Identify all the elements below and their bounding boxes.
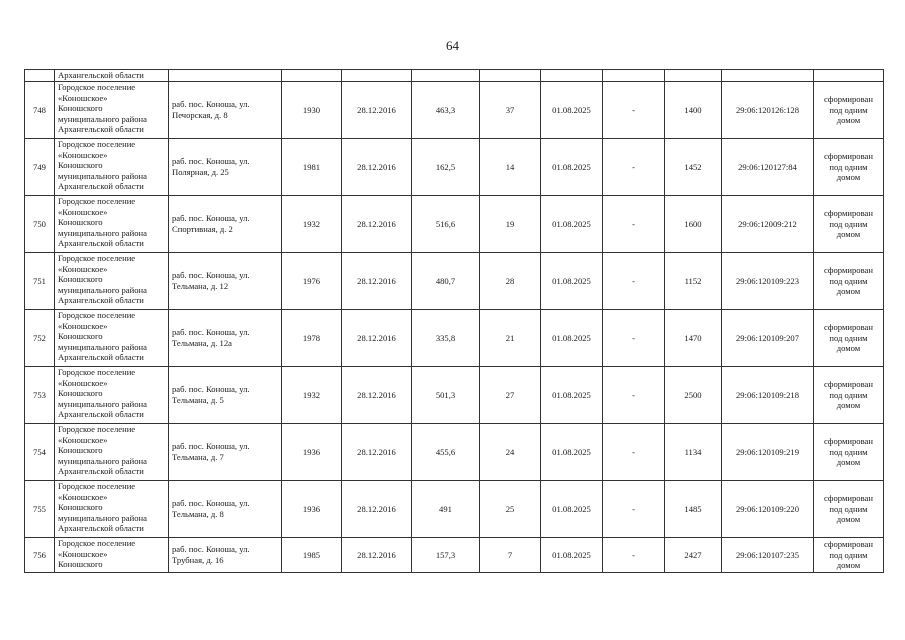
cell-settlement-line: муниципального района (58, 284, 147, 295)
table-row (25, 196, 884, 253)
cell-settlement (55, 253, 169, 310)
cell-status-line: домом (836, 286, 861, 297)
cell-status (814, 310, 884, 367)
cell-status-line: домом (836, 514, 861, 525)
cell-address-line: Тельмана, д. 12а (172, 338, 232, 348)
cell-date: 28.12.2016 (342, 196, 412, 253)
cell-land-area: 1470 (665, 310, 722, 367)
cell-land-area: 2427 (665, 538, 722, 573)
cell-settlement-line: Архангельской области (58, 352, 144, 363)
cell-settlement-line: Архангельской области (58, 466, 144, 477)
cell-status-line: сформирован (824, 94, 873, 105)
cell-number: 753 (25, 367, 55, 424)
cell-settlement-line: «Коношское» (58, 434, 108, 445)
page-number: 64 (446, 38, 459, 53)
cell-address-line: раб. пос. Коноша, ул. (172, 498, 250, 509)
cell-address (169, 538, 282, 573)
cell-cadastral: 29:06:120109:219 (722, 424, 814, 481)
cell-area: 463,3 (412, 82, 480, 139)
cell-date: 28.12.2016 (342, 253, 412, 310)
cell-settlement-line: муниципального района (58, 227, 147, 238)
cell-address (169, 424, 282, 481)
cell-cadastral: 29:06:120109:207 (722, 310, 814, 367)
cell-address-line: Тельмана, д. 8 (172, 509, 224, 519)
cell-land-area: 1134 (665, 424, 722, 481)
cell-number: 748 (25, 82, 55, 139)
cell-area: 480,7 (412, 253, 480, 310)
cell-area: 335,8 (412, 310, 480, 367)
cell-year: 1981 (282, 139, 342, 196)
cell-settlement-line: Коношского (58, 388, 103, 399)
cell-dash: - (603, 310, 665, 367)
cell-status-line: под одним (829, 218, 868, 229)
cell-address-line: раб. пос. Коноша, ул. (172, 99, 250, 110)
table-row (25, 424, 884, 481)
cell-deadline: 01.08.2025 (541, 310, 603, 367)
cell-status (814, 139, 884, 196)
cell-settlement-line: Коношского (58, 331, 103, 342)
cell-address (169, 82, 282, 139)
table-row (25, 538, 884, 573)
cell-year (282, 70, 342, 82)
cell-cadastral: 29:06:120109:220 (722, 481, 814, 538)
cell-area: 162,5 (412, 139, 480, 196)
cell-land-area: 1152 (665, 253, 722, 310)
cell-status-line: домом (836, 172, 861, 183)
cell-deadline: 01.08.2025 (541, 424, 603, 481)
cell-status-line: домом (836, 400, 861, 411)
cell-status-line: сформирован (824, 436, 873, 447)
cell-settlement-line: Городское поселение (58, 196, 136, 206)
cell-deadline: 01.08.2025 (541, 82, 603, 139)
cell-status-line: сформирован (824, 265, 873, 276)
cell-settlement (55, 139, 169, 196)
cell-settlement-line: Городское поселение (58, 424, 136, 434)
cell-address (169, 367, 282, 424)
cell-settlement-line: «Коношское» (58, 92, 108, 103)
cell-address (169, 139, 282, 196)
cell-address (169, 253, 282, 310)
cell-dash: - (603, 481, 665, 538)
cell-settlement-line: Коношского (58, 502, 103, 513)
cell-settlement-line: «Коношское» (58, 206, 108, 217)
cell-settlement-line: Коношского (58, 103, 103, 114)
cell-land-area: 1485 (665, 481, 722, 538)
housing-registry-table (24, 69, 884, 573)
cell-settlement-line: Коношского (58, 160, 103, 171)
cell-settlement-line: муниципального района (58, 455, 147, 466)
cell-settlement: Архангельской области (55, 70, 169, 82)
cell-address-line: Тельмана, д. 12 (172, 281, 229, 291)
cell-dash: - (603, 367, 665, 424)
table-row (25, 253, 884, 310)
cell-settlement-line: Городское поселение (58, 481, 136, 491)
table-row (25, 139, 884, 196)
cell-residents: 25 (480, 481, 541, 538)
cell-date (342, 70, 412, 82)
cell-address-line: Печорская, д. 8 (172, 110, 228, 120)
cell-settlement-line: «Коношское» (58, 149, 108, 160)
cell-settlement-line: Коношского (58, 274, 103, 285)
cell-year: 1985 (282, 538, 342, 573)
cell-number (25, 70, 55, 82)
cell-address-line: раб. пос. Коноша, ул. (172, 213, 250, 224)
cell-area (412, 70, 480, 82)
cell-address-line: Полярная, д. 25 (172, 167, 229, 177)
cell-dash (603, 70, 665, 82)
cell-settlement-line: «Коношское» (58, 320, 108, 331)
cell-deadline: 01.08.2025 (541, 481, 603, 538)
cell-settlement-line: Архангельской области (58, 523, 144, 534)
cell-date: 28.12.2016 (342, 82, 412, 139)
cell-number: 749 (25, 139, 55, 196)
cell-deadline: 01.08.2025 (541, 139, 603, 196)
cell-address (169, 310, 282, 367)
cell-status (814, 538, 884, 573)
cell-status (814, 424, 884, 481)
cell-settlement-line: муниципального района (58, 398, 147, 409)
cell-area: 516,6 (412, 196, 480, 253)
cell-address-line: раб. пос. Коноша, ул. (172, 544, 250, 555)
cell-date: 28.12.2016 (342, 538, 412, 573)
cell-status-line: под одним (829, 332, 868, 343)
cell-dash: - (603, 196, 665, 253)
cell-address-line: раб. пос. Коноша, ул. (172, 270, 250, 281)
cell-date: 28.12.2016 (342, 310, 412, 367)
cell-date: 28.12.2016 (342, 424, 412, 481)
cell-residents: 28 (480, 253, 541, 310)
cell-settlement (55, 424, 169, 481)
cell-deadline: 01.08.2025 (541, 367, 603, 424)
table-row (25, 310, 884, 367)
table-body (25, 70, 884, 573)
cell-year: 1930 (282, 82, 342, 139)
cell-status-line: сформирован (824, 379, 873, 390)
cell-dash: - (603, 538, 665, 573)
cell-cadastral: 29:06:120109:223 (722, 253, 814, 310)
cell-residents: 14 (480, 139, 541, 196)
cell-status-line: под одним (829, 549, 868, 560)
cell-settlement (55, 367, 169, 424)
cell-land-area: 1400 (665, 82, 722, 139)
cell-settlement-line: Архангельской области (58, 124, 144, 135)
cell-dash: - (603, 139, 665, 196)
cell-cadastral: 29:06:120126:128 (722, 82, 814, 139)
cell-address (169, 70, 282, 82)
cell-settlement-line: Архангельской области (58, 181, 144, 192)
cell-land-area (665, 70, 722, 82)
cell-land-area: 1600 (665, 196, 722, 253)
cell-deadline: 01.08.2025 (541, 253, 603, 310)
cell-address-line: раб. пос. Коноша, ул. (172, 441, 250, 452)
table-row (25, 367, 884, 424)
cell-residents (480, 70, 541, 82)
cell-status (814, 82, 884, 139)
cell-cadastral: 29:06:12009:212 (722, 196, 814, 253)
cell-status-line: под одним (829, 446, 868, 457)
cell-settlement-line: Городское поселение (58, 82, 136, 92)
cell-dash: - (603, 82, 665, 139)
cell-settlement (55, 538, 169, 573)
cell-settlement (55, 481, 169, 538)
cell-settlement-line: Архангельской области (58, 295, 144, 306)
cell-settlement-line: Коношского (58, 217, 103, 228)
cell-residents: 21 (480, 310, 541, 367)
cell-settlement-line: «Коношское» (58, 263, 108, 274)
cell-status-line: сформирован (824, 322, 873, 333)
cell-number: 750 (25, 196, 55, 253)
cell-settlement-line: муниципального района (58, 512, 147, 523)
cell-number: 756 (25, 538, 55, 573)
cell-number: 754 (25, 424, 55, 481)
cell-settlement (55, 196, 169, 253)
cell-land-area: 2500 (665, 367, 722, 424)
cell-year: 1936 (282, 424, 342, 481)
cell-area: 455,6 (412, 424, 480, 481)
cell-status (814, 367, 884, 424)
cell-residents: 7 (480, 538, 541, 573)
cell-residents: 19 (480, 196, 541, 253)
cell-year: 1976 (282, 253, 342, 310)
cell-settlement (55, 310, 169, 367)
cell-status-line: под одним (829, 275, 868, 286)
cell-address-line: Трубная, д. 16 (172, 555, 224, 565)
cell-status-line: под одним (829, 503, 868, 514)
cell-residents: 37 (480, 82, 541, 139)
cell-settlement-line: Городское поселение (58, 139, 136, 149)
cell-address-line: раб. пос. Коноша, ул. (172, 384, 250, 395)
cell-deadline: 01.08.2025 (541, 196, 603, 253)
cell-number: 751 (25, 253, 55, 310)
cell-deadline: 01.08.2025 (541, 538, 603, 573)
cell-address-line: раб. пос. Коноша, ул. (172, 156, 250, 167)
cell-dash: - (603, 253, 665, 310)
cell-date: 28.12.2016 (342, 367, 412, 424)
cell-settlement-line: «Коношское» (58, 377, 108, 388)
cell-cadastral: 29:06:120107:235 (722, 538, 814, 573)
cell-address-line: Тельмана, д. 7 (172, 452, 224, 462)
cell-year: 1978 (282, 310, 342, 367)
cell-settlement-line: Коношского (58, 559, 103, 570)
cell-status (814, 196, 884, 253)
cell-status (814, 481, 884, 538)
cell-status-line: домом (836, 115, 861, 126)
cell-settlement-line: Архангельской области (58, 238, 144, 249)
cell-deadline (541, 70, 603, 82)
cell-status (814, 70, 884, 82)
cell-residents: 27 (480, 367, 541, 424)
cell-date: 28.12.2016 (342, 139, 412, 196)
cell-status-line: сформирован (824, 208, 873, 219)
cell-cadastral (722, 70, 814, 82)
cell-address-line: раб. пос. Коноша, ул. (172, 327, 250, 338)
cell-year: 1932 (282, 367, 342, 424)
cell-status-line: сформирован (824, 493, 873, 504)
cell-address (169, 481, 282, 538)
cell-address-line: Тельмана, д. 5 (172, 395, 224, 405)
cell-dash: - (603, 424, 665, 481)
cell-settlement-line: Коношского (58, 445, 103, 456)
cell-settlement (55, 82, 169, 139)
cell-status-line: домом (836, 457, 861, 468)
table-row (25, 481, 884, 538)
cell-settlement-line: Архангельской области (58, 409, 144, 420)
cell-status-line: под одним (829, 161, 868, 172)
cell-area: 157,3 (412, 538, 480, 573)
cell-settlement-line: Городское поселение (58, 367, 136, 377)
cell-settlement-line: муниципального района (58, 170, 147, 181)
cell-land-area: 1452 (665, 139, 722, 196)
cell-area: 491 (412, 481, 480, 538)
continuation-row (25, 70, 884, 82)
cell-status-line: под одним (829, 104, 868, 115)
cell-address-line: Спортивная, д. 2 (172, 224, 233, 234)
table-row (25, 82, 884, 139)
cell-status-line: сформирован (824, 151, 873, 162)
cell-year: 1936 (282, 481, 342, 538)
cell-status-line: домом (836, 343, 861, 354)
cell-settlement-line: Городское поселение (58, 538, 136, 548)
cell-address (169, 196, 282, 253)
cell-cadastral: 29:06:120127:84 (722, 139, 814, 196)
cell-settlement-line: Городское поселение (58, 253, 136, 263)
cell-number: 755 (25, 481, 55, 538)
cell-area: 501,3 (412, 367, 480, 424)
cell-settlement-line: Городское поселение (58, 310, 136, 320)
cell-status-line: под одним (829, 389, 868, 400)
cell-status (814, 253, 884, 310)
cell-date: 28.12.2016 (342, 481, 412, 538)
cell-settlement-line: «Коношское» (58, 491, 108, 502)
cell-status-line: домом (836, 229, 861, 240)
cell-cadastral: 29:06:120109:218 (722, 367, 814, 424)
cell-settlement-line: муниципального района (58, 113, 147, 124)
cell-number: 752 (25, 310, 55, 367)
cell-settlement-line: «Коношское» (58, 548, 108, 559)
cell-residents: 24 (480, 424, 541, 481)
cell-settlement-line: муниципального района (58, 341, 147, 352)
cell-status-line: домом (836, 560, 861, 571)
cell-status-line: сформирован (824, 539, 873, 550)
cell-year: 1932 (282, 196, 342, 253)
